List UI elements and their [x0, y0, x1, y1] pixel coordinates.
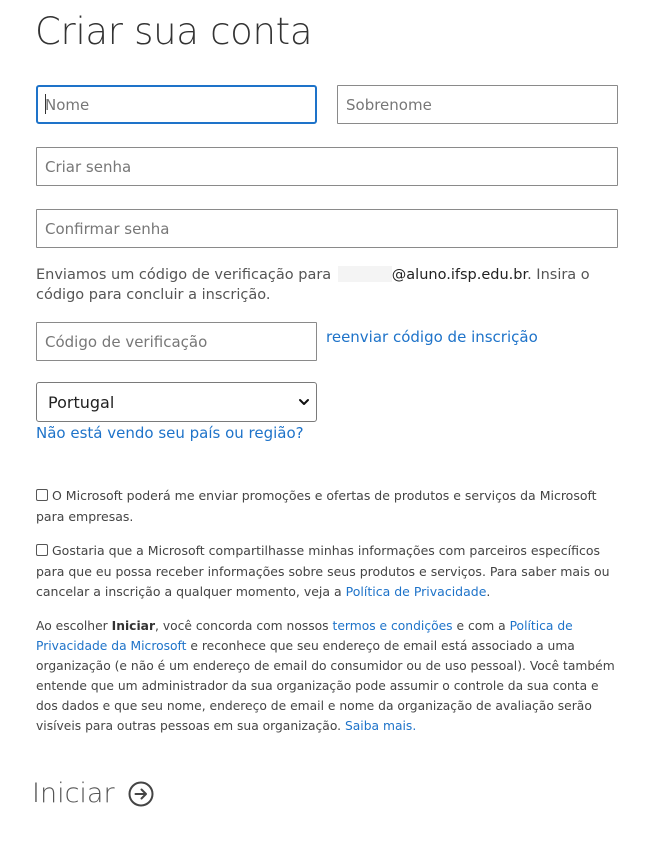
verification-code-input[interactable]	[36, 322, 317, 361]
resend-code-link[interactable]: reenviar código de inscrição	[326, 328, 538, 346]
partners-checkbox[interactable]	[36, 544, 48, 556]
start-button[interactable]	[32, 778, 154, 809]
learn-more-link[interactable]: Saiba mais.	[344, 719, 417, 733]
arrow-right-circle-icon	[128, 781, 154, 807]
text-caret	[45, 94, 46, 114]
legal-part-4: e reconhece que seu endereço de email está associado a uma organização (e não é um endereço de email do consumidor ou de uso pessoal). Você também entende que um administrador da sua organização pode assumir o controle da sua conta e dos dados e que seu nome, endereço de email e nome da organização de avaliação serão visíveis para outras pessoas em sua organização.	[36, 639, 615, 733]
partners-consent-text: Gostaria que a Microsoft compartilhasse minhas informações com parceiros específicos para que eu possa receber informações sobre seus produtos e serviços. Para saber mais ou cancelar a inscrição a qualquer momento, veja a	[36, 543, 610, 599]
first-name-input[interactable]	[36, 85, 317, 124]
partners-consent	[36, 541, 624, 603]
legal-part-2: , você concorda com nossos	[155, 619, 333, 633]
notice-text-after: . Insira o código para concluir a inscrição.	[36, 267, 590, 303]
partners-consent-end: .	[486, 584, 491, 599]
notice-text-before: Enviamos um código de verificação para	[36, 267, 336, 283]
legal-part-3: e com a	[452, 619, 510, 633]
privacy-policy-link[interactable]: Política de Privacidade	[345, 584, 487, 599]
confirm-password-input[interactable]	[36, 209, 618, 248]
chevron-down-icon	[298, 396, 310, 408]
terms-link[interactable]: termos e condições	[332, 619, 453, 633]
password-input[interactable]	[36, 147, 618, 186]
country-select-value: Portugal	[48, 393, 115, 412]
page-title: Criar sua conta	[35, 10, 313, 53]
microsoft-privacy-link[interactable]: Política de Privacidade da Microsoft	[36, 619, 573, 653]
notice-email: @aluno.ifsp.edu.br	[391, 267, 528, 283]
start-button-label: Iniciar	[32, 778, 115, 809]
promotions-checkbox[interactable]	[36, 489, 48, 501]
masked-email-prefix	[338, 266, 392, 282]
legal-part-1: Ao escolher	[36, 619, 112, 633]
promotions-consent	[36, 486, 624, 527]
country-select[interactable]	[36, 382, 317, 422]
promotions-consent-text: O Microsoft poderá me enviar promoções e ofertas de produtos e serviços da Microsoft para empresas.	[36, 488, 597, 524]
legal-bold-action: Iniciar	[111, 619, 156, 633]
country-help-link[interactable]: Não está vendo seu país ou região?	[36, 424, 304, 442]
last-name-input[interactable]	[337, 85, 618, 124]
legal-text	[36, 616, 624, 736]
verification-notice	[36, 265, 626, 305]
